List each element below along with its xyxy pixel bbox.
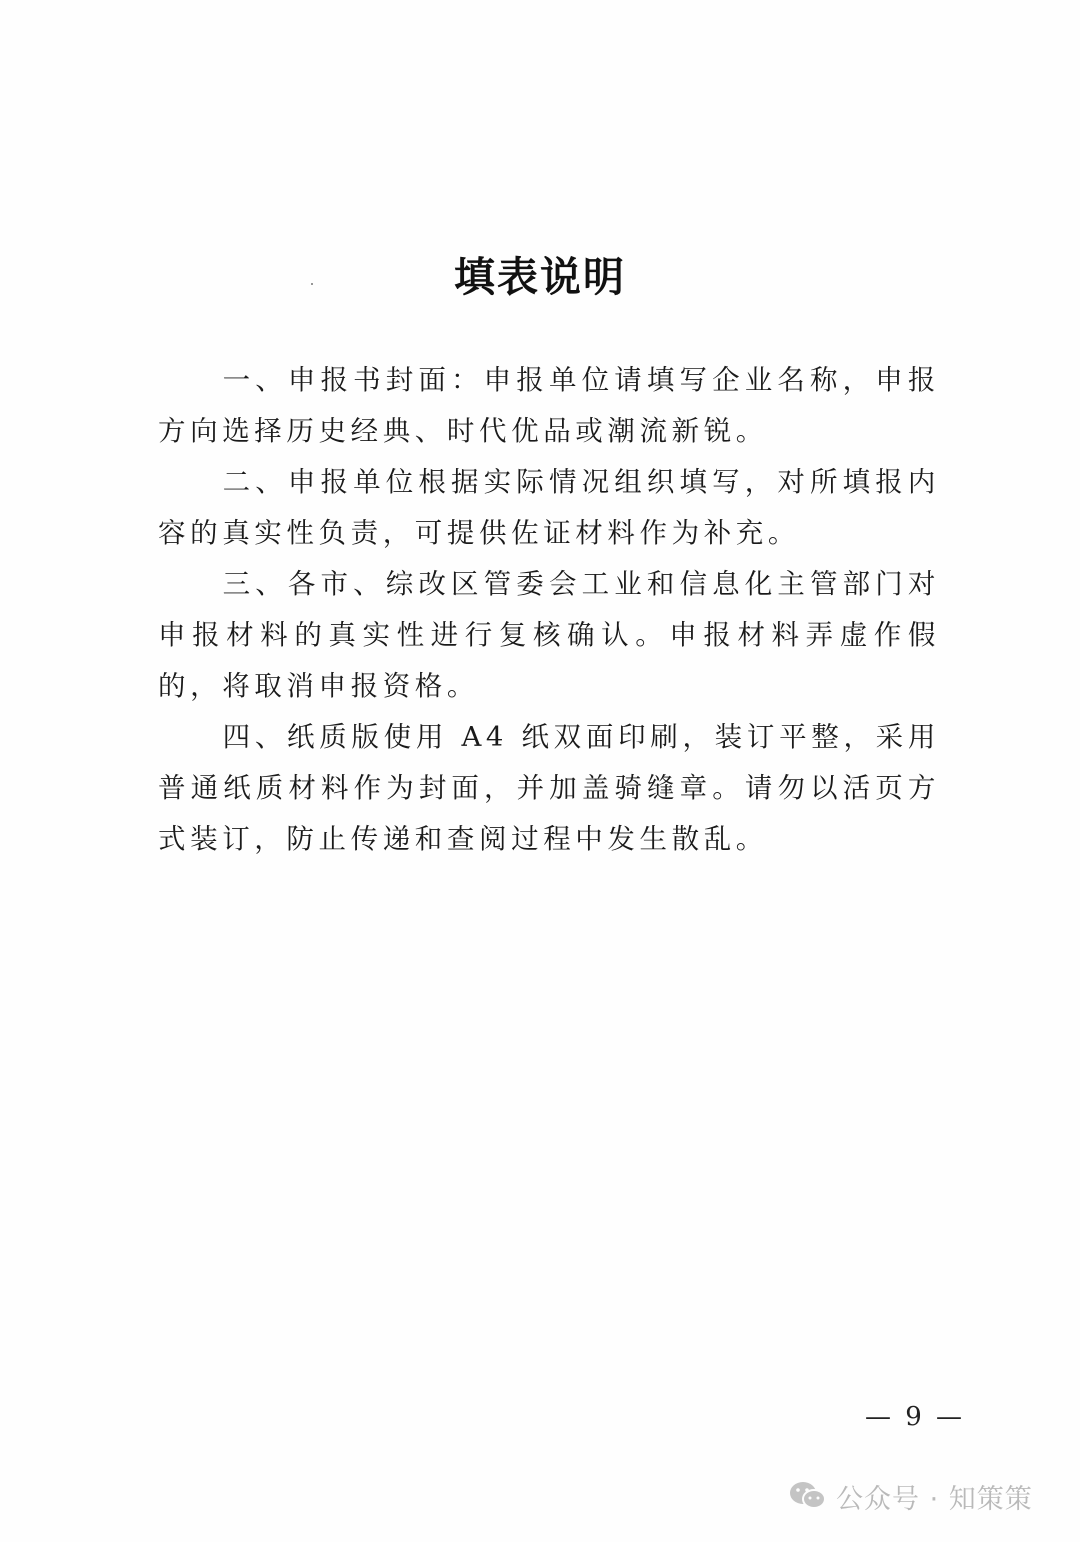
wechat-icon <box>788 1480 828 1512</box>
paragraph-2: 二、申报单位根据实际情况组织填写，对所填报内容的真实性负责，可提供佐证材料作为补充。 <box>158 466 940 549</box>
watermark <box>788 1476 1033 1516</box>
page-number: — 9 — <box>864 1402 966 1432</box>
document-body <box>158 355 940 865</box>
document-title: 填表说明 <box>454 253 626 301</box>
paragraph-1: 一、申报书封面：申报单位请填写企业名称，申报方向选择历史经典、时代优品或潮流新锐。 <box>158 364 940 447</box>
paragraph-3: 三、各市、综改区管委会工业和信息化主管部门对申报材料的真实性进行复核确认。申报材料弄虚作假的，将取消申报资格。 <box>158 568 940 702</box>
speck-mark <box>311 283 313 285</box>
paragraph-4: 四、纸质版使用 A4 纸双面印刷，装订平整，采用普通纸质材料作为封面，并加盖骑缝章。请勿以活页方式装订，防止传递和查阅过程中发生散乱。 <box>158 721 940 855</box>
watermark-text: 公众号 · 知策策 <box>836 1483 1033 1515</box>
